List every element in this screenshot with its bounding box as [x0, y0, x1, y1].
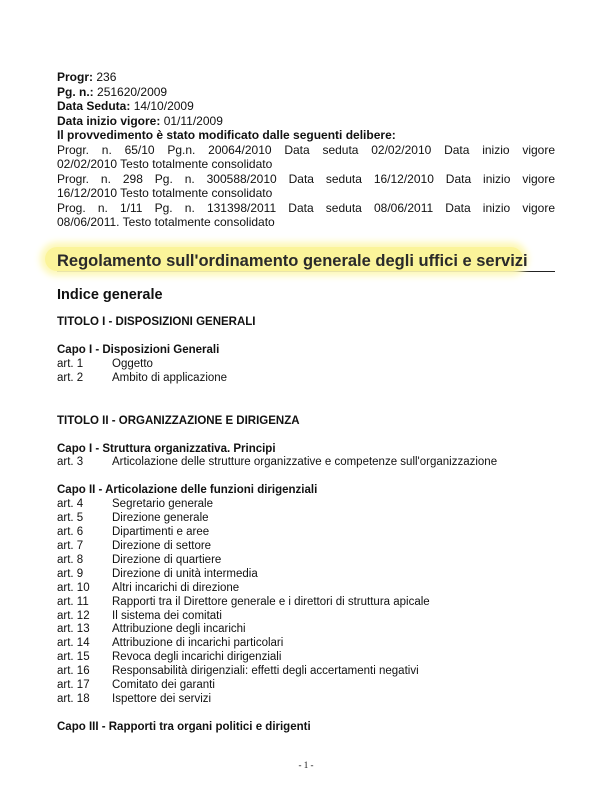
article-number: art. 4 — [57, 498, 84, 511]
toc-entry[interactable] — [57, 651, 557, 665]
amendment-line: Prog. n. 1/11 Pg. n. 131398/2011 Data seduta 08/06/2011 Data inizio vigore — [57, 200, 555, 215]
amendment-line: Progr. n. 65/10 Pg.n. 20064/2010 Data seduta 02/02/2010 Data inizio vigore — [57, 142, 555, 157]
toc-entry[interactable] — [57, 540, 557, 554]
article-number: art. 15 — [57, 651, 90, 664]
toc-entry[interactable] — [57, 623, 557, 637]
article-number: art. 17 — [57, 679, 90, 692]
article-number: art. 10 — [57, 581, 90, 594]
vigore-label: Data inizio vigore: — [57, 113, 161, 128]
article-number: art. 16 — [57, 665, 90, 678]
amendment-line: Progr. n. 298 Pg. n. 300588/2010 Data seduta 16/12/2010 Data inizio vigore — [57, 171, 555, 186]
capo-heading: Capo II - Articolazione delle funzioni dirigenziali — [57, 484, 318, 497]
seduta-row — [57, 99, 555, 114]
article-number: art. 6 — [57, 526, 84, 539]
pgn-label: Pg. n.: — [57, 84, 94, 99]
toc-entry[interactable] — [57, 610, 557, 624]
vigore-row — [57, 114, 555, 129]
article-title: Articolazione delle strutture organizzative e competenze sull'organizzazione — [112, 456, 498, 469]
toc-entry[interactable] — [57, 512, 557, 526]
article-number: art. 9 — [57, 567, 84, 580]
progr-label: Progr: — [57, 70, 93, 84]
index-heading: Indice generale — [57, 287, 163, 303]
article-title: Direzione di unità intermedia — [112, 567, 258, 580]
article-title: Il sistema dei comitati — [112, 609, 222, 622]
amendment-line: 02/02/2010 Testo totalmente consolidato — [57, 157, 273, 171]
article-number: art. 12 — [57, 609, 90, 622]
document-title: Regolamento sull'ordinamento generale degli uffici e servizi — [57, 252, 528, 270]
pgn-value: 251620/2009 — [97, 84, 168, 99]
toc-entry[interactable] — [57, 693, 557, 707]
article-number: art. 7 — [57, 539, 84, 552]
progr-row — [57, 70, 555, 85]
article-title: Ispettore dei servizi — [112, 692, 212, 705]
article-number: art. 1 — [57, 357, 84, 370]
table-of-contents — [57, 316, 557, 735]
article-title: Segretario generale — [112, 498, 214, 511]
document-title-block — [57, 251, 555, 272]
vigore-value: 01/11/2009 — [163, 113, 223, 128]
toc-entry[interactable] — [57, 568, 557, 582]
capo-heading: Capo III - Rapporti tra organi politici e dirigenti — [57, 720, 311, 733]
amendment-line: 16/12/2010 Testo totalmente consolidato — [57, 186, 273, 200]
amendment-line: 08/06/2011. Testo totalmente consolidato — [57, 215, 275, 229]
progr-value: 236 — [96, 70, 117, 84]
article-number: art. 13 — [57, 623, 90, 636]
toc-entry[interactable] — [57, 554, 557, 568]
article-title: Revoca degli incarichi dirigenziali — [112, 651, 282, 664]
capo-article-list — [57, 498, 557, 707]
article-number: art. 18 — [57, 692, 90, 705]
toc-entry[interactable] — [57, 665, 557, 679]
page-number: - 1 - — [298, 760, 314, 770]
seduta-label: Data Seduta: — [57, 99, 131, 113]
seduta-value: 14/10/2009 — [133, 99, 194, 113]
article-title: Direzione generale — [112, 512, 209, 525]
capo-heading: Capo I - Disposizioni Generali — [57, 343, 220, 356]
toc-entry[interactable] — [57, 637, 557, 651]
amendment-entry — [57, 172, 555, 201]
article-title: Altri incarichi di direzione — [112, 581, 240, 594]
toc-entry[interactable] — [57, 372, 557, 386]
amendment-entry — [57, 201, 555, 230]
article-number: art. 14 — [57, 637, 90, 650]
article-title: Direzione di settore — [112, 539, 212, 552]
toc-entry[interactable] — [57, 679, 557, 693]
document-metadata — [57, 70, 555, 230]
titolo-heading: TITOLO II - ORGANIZZAZIONE E DIRIGENZA — [57, 414, 300, 427]
article-title: Responsabilità dirigenziali: effetti degli accertamenti negativi — [112, 665, 419, 678]
article-title: Oggetto — [112, 357, 153, 370]
toc-entry[interactable] — [57, 358, 557, 372]
article-title: Attribuzione di incarichi particolari — [112, 637, 284, 650]
article-title: Attribuzione degli incarichi — [112, 623, 246, 636]
toc-entry[interactable] — [57, 498, 557, 512]
titolo-heading: TITOLO I - DISPOSIZIONI GENERALI — [57, 316, 256, 328]
article-number: art. 8 — [57, 553, 84, 566]
toc-entry[interactable] — [57, 582, 557, 596]
article-title: Ambito di applicazione — [112, 371, 228, 384]
article-number: art. 3 — [57, 456, 84, 469]
pgn-row — [57, 85, 555, 100]
article-number: art. 2 — [57, 371, 84, 384]
article-title: Comitato dei garanti — [112, 679, 215, 692]
toc-entry[interactable] — [57, 526, 557, 540]
article-title: Direzione di quartiere — [112, 553, 222, 566]
amendment-entry — [57, 143, 555, 172]
article-number: art. 11 — [57, 595, 89, 608]
toc-entry[interactable] — [57, 596, 557, 610]
article-number: art. 5 — [57, 512, 84, 525]
article-title: Dipartimenti e aree — [112, 526, 210, 539]
article-title: Rapporti tra il Direttore generale e i direttori di struttura apicale — [112, 595, 430, 608]
modified-heading: Il provvedimento è stato modificato dalle seguenti delibere: — [57, 128, 396, 142]
capo-heading: Capo I - Struttura organizzativa. Principi — [57, 442, 276, 455]
toc-entry[interactable] — [57, 456, 557, 470]
